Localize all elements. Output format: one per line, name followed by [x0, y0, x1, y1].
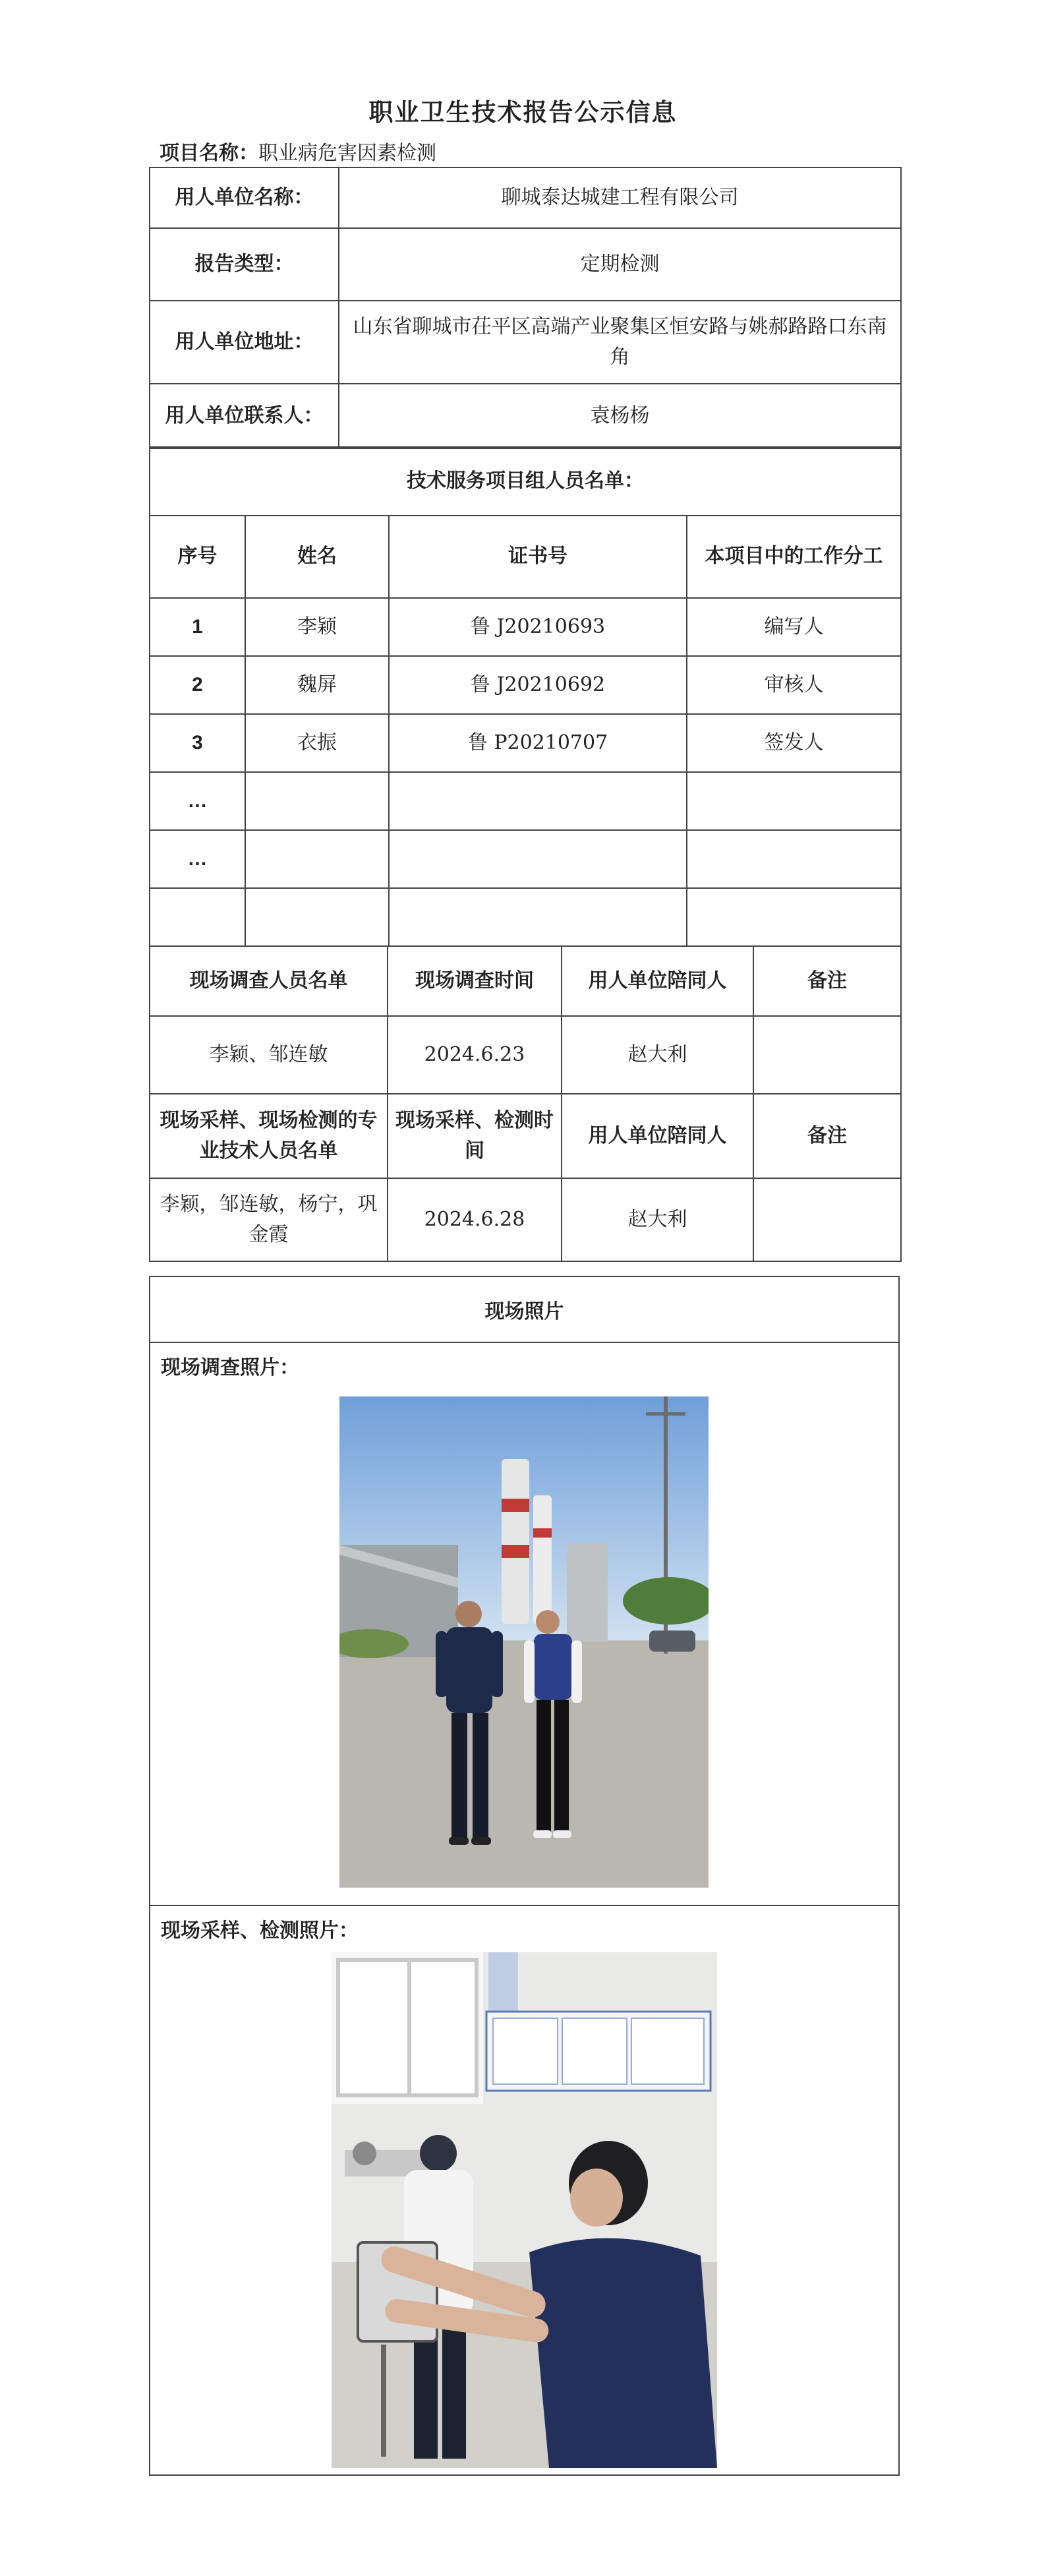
team-row-cert: 鲁 J20210693 [389, 598, 687, 656]
info-row-report-type [150, 228, 901, 301]
team-row-no: 3 [150, 714, 245, 772]
team-row-name: 李颖 [245, 598, 389, 656]
team-row-no: … [150, 830, 245, 888]
sampling-header-escort: 用人单位陪同人 [562, 1094, 753, 1178]
contact-value: 袁杨杨 [339, 384, 901, 448]
survey-photo-section [150, 1343, 898, 1906]
survey-people: 李颖、邹连敏 [150, 1016, 388, 1094]
survey-note [753, 1016, 901, 1094]
team-row-cert [389, 830, 687, 888]
report-type-value: 定期检测 [339, 228, 901, 301]
survey-escort: 赵大利 [562, 1016, 753, 1094]
sampling-header-row [150, 1094, 901, 1178]
survey-photo-illustration [339, 1396, 709, 1888]
project-name-line [160, 136, 436, 165]
survey-header-row [150, 946, 901, 1016]
team-row-role: 审核人 [687, 656, 901, 714]
team-row-no: 1 [150, 598, 245, 656]
team-header-name: 姓名 [245, 516, 389, 598]
photo-panel-header: 现场照片 [150, 1277, 898, 1343]
team-row-role [687, 888, 901, 946]
contact-label: 用人单位联系人： [150, 384, 339, 448]
team-row-role [687, 830, 901, 888]
team-row-role: 签发人 [687, 714, 901, 772]
page-title: 职业卫生技术报告公示信息 [368, 98, 678, 127]
sampling-header-people: 现场采样、现场检测的专业技术人员名单 [150, 1094, 388, 1178]
team-header-row [150, 516, 901, 598]
company-label: 用人单位名称： [150, 167, 339, 228]
team-row-no: … [150, 772, 245, 830]
info-row-company [150, 167, 901, 228]
sampling-note [753, 1178, 901, 1261]
team-header-no: 序号 [150, 516, 245, 598]
table-row [150, 888, 901, 946]
address-label: 用人单位地址： [150, 301, 339, 384]
survey-header-note: 备注 [753, 946, 901, 1016]
team-row-name [245, 772, 389, 830]
sampling-header-note: 备注 [753, 1094, 901, 1178]
team-row-role: 编写人 [687, 598, 901, 656]
team-row-name: 衣振 [245, 714, 389, 772]
sampling-date: 2024.6.28 [388, 1178, 562, 1261]
survey-header-date: 现场调查时间 [388, 946, 562, 1016]
team-table [149, 446, 902, 947]
team-table-title: 技术服务项目组人员名单： [150, 447, 901, 516]
team-row-name: 魏屏 [245, 656, 389, 714]
sampling-photo [332, 1952, 717, 2468]
table-row [150, 1178, 901, 1261]
survey-header-people: 现场调查人员名单 [150, 946, 388, 1016]
sampling-photo-label: 现场采样、检测照片： [161, 1919, 359, 1942]
sampling-people: 李颖，邹连敏，杨宁，巩金霞 [150, 1178, 388, 1261]
team-row-cert [389, 772, 687, 830]
info-row-contact [150, 384, 901, 448]
sampling-header-date: 现场采样、检测时间 [388, 1094, 562, 1178]
table-row [150, 656, 901, 714]
team-row-no: 2 [150, 656, 245, 714]
team-row-role [687, 772, 901, 830]
team-row-name [245, 888, 389, 946]
team-row-cert: 鲁 J20210692 [389, 656, 687, 714]
survey-date: 2024.6.23 [388, 1016, 562, 1094]
table-row [150, 714, 901, 772]
address-value: 山东省聊城市茌平区高端产业聚集区恒安路与姚郝路路口东南角 [339, 301, 901, 384]
team-header-role: 本项目中的工作分工 [687, 516, 901, 598]
survey-header-escort: 用人单位陪同人 [562, 946, 753, 1016]
survey-table [149, 945, 902, 1262]
photo-panel [149, 1276, 900, 2476]
sampling-photo-illustration [332, 1952, 717, 2468]
info-row-address [150, 301, 901, 384]
team-row-name [245, 830, 389, 888]
table-row [150, 830, 901, 888]
team-row-cert: 鲁 P20210707 [389, 714, 687, 772]
team-header-cert: 证书号 [389, 516, 687, 598]
report-type-label: 报告类型： [150, 228, 339, 301]
sampling-escort: 赵大利 [562, 1178, 753, 1261]
team-row-cert [389, 888, 687, 946]
survey-photo-label: 现场调查照片： [161, 1356, 299, 1379]
project-name-value: 职业病危害因素检测 [258, 142, 436, 165]
table-row [150, 772, 901, 830]
table-row [150, 1016, 901, 1094]
info-table [149, 167, 902, 449]
survey-photo [339, 1396, 709, 1888]
company-value: 聊城泰达城建工程有限公司 [339, 167, 901, 228]
table-row [150, 598, 901, 656]
project-name-label: 项目名称： [160, 142, 258, 165]
sampling-photo-section [150, 1906, 898, 2477]
team-row-no [150, 888, 245, 946]
